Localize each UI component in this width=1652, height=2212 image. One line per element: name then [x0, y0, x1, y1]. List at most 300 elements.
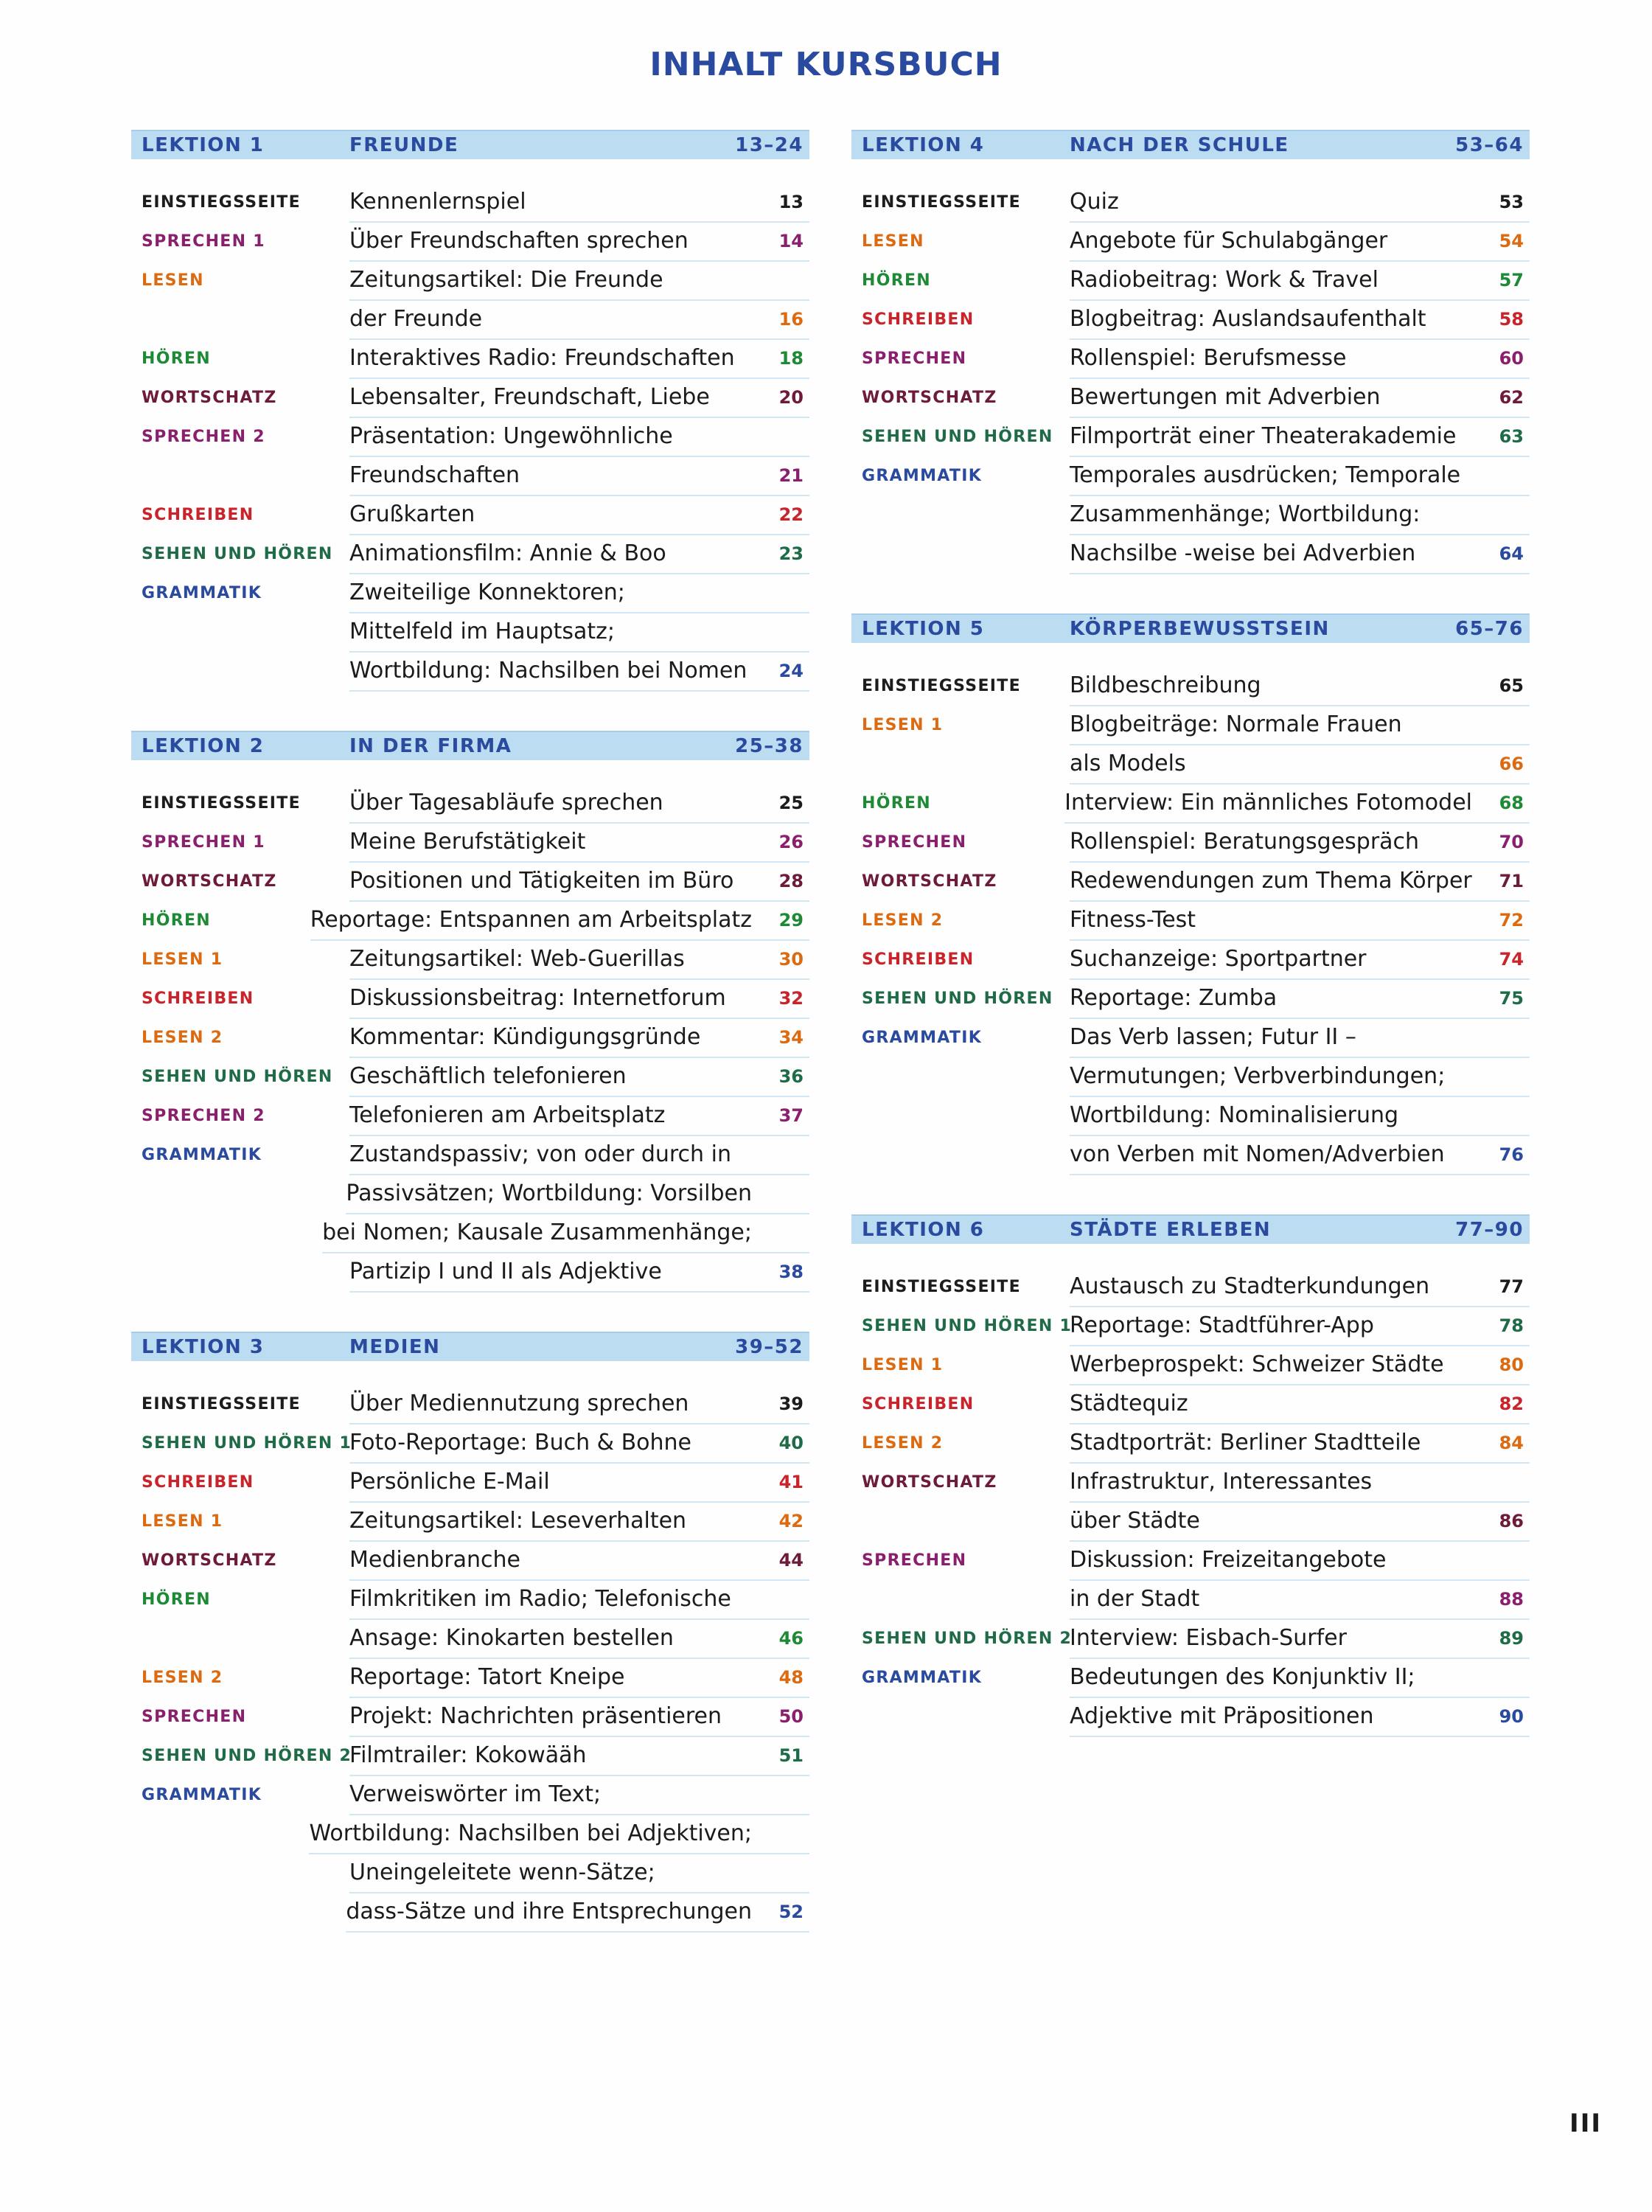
entry-page: 88 [1499, 1588, 1524, 1610]
toc-row [131, 378, 809, 417]
lesson-label: LEKTION 1 [142, 134, 265, 156]
lesson-label: LEKTION 3 [142, 1336, 265, 1358]
toc-row [851, 706, 1530, 745]
entry-page: 48 [778, 1666, 804, 1688]
skill-label: SPRECHEN 1 [142, 232, 265, 251]
entry-line [349, 1384, 809, 1425]
toc-row [131, 1463, 809, 1502]
entry-line [1070, 1501, 1530, 1542]
entry-line [1070, 1018, 1530, 1058]
skill-label: SPRECHEN [862, 349, 967, 368]
toc-row [851, 1096, 1530, 1135]
entry-page: 70 [1499, 831, 1524, 852]
skill-label: GRAMMATIK [142, 1786, 262, 1804]
skill-label: LESEN 2 [142, 1669, 223, 1687]
entry-line [1070, 1540, 1530, 1581]
entry-title: Diskussionsbeitrag: Internetforum [349, 985, 726, 1011]
entry-page: 65 [1499, 675, 1524, 696]
entry-line [1070, 1057, 1530, 1097]
entry-line [349, 1697, 809, 1737]
entry-page: 23 [778, 543, 804, 564]
entry-page: 51 [778, 1745, 804, 1766]
entry-page: 84 [1499, 1432, 1524, 1453]
entry-line [1070, 299, 1530, 340]
entry-page: 40 [778, 1432, 804, 1453]
toc-row [131, 339, 809, 378]
skill-label: SPRECHEN 2 [142, 1107, 265, 1125]
toc-row [131, 222, 809, 261]
entry-title: Rollenspiel: Beratungsgespräch [1070, 829, 1420, 855]
toc-row [851, 784, 1530, 823]
entry-line [349, 299, 809, 340]
entry-title: Über Mediennutzung sprechen [349, 1391, 689, 1416]
entry-title: Wortbildung: Nominalisierung [1070, 1102, 1399, 1128]
toc-row [131, 1096, 809, 1135]
skill-label: EINSTIEGSSEITE [862, 1278, 1021, 1296]
entry-title: Über Tagesabläufe sprechen [349, 790, 663, 815]
entry-page: 36 [778, 1065, 804, 1087]
toc-row [851, 183, 1530, 222]
toc-row [851, 979, 1530, 1018]
entry-title: Austausch zu Stadterkundungen [1070, 1273, 1430, 1299]
toc-row [131, 901, 809, 940]
entry-title: Mittelfeld im Hauptsatz; [349, 619, 615, 644]
toc-row [131, 456, 809, 495]
lesson-pages: 13–24 [735, 134, 804, 156]
entry-title: Zweiteilige Konnektoren; [349, 580, 625, 605]
lesson-section [851, 613, 1530, 1175]
entry-title: Fitness-Test [1070, 907, 1196, 933]
entry-page: 52 [778, 1901, 804, 1922]
lesson-header [851, 1214, 1530, 1244]
toc-row [851, 667, 1530, 706]
entry-line [1070, 182, 1530, 223]
lesson-label: LEKTION 5 [862, 618, 985, 640]
entry-title: Zeitungsartikel: Die Freunde [349, 267, 663, 293]
entry-title: Animationsfilm: Annie & Boo [349, 540, 666, 566]
skill-label: GRAMMATIK [862, 1669, 983, 1687]
entry-line [1070, 939, 1530, 980]
entry-title: Telefonieren am Arbeitsplatz [349, 1102, 666, 1128]
entry-line [1070, 1096, 1530, 1136]
toc-row [131, 1736, 809, 1775]
entry-title: Quiz [1070, 189, 1119, 215]
toc-row [851, 1307, 1530, 1346]
skill-label: GRAMMATIK [142, 584, 262, 602]
entry-page: 78 [1499, 1315, 1524, 1336]
toc-row [131, 979, 809, 1018]
lesson-header [851, 130, 1530, 159]
toc-row [851, 378, 1530, 417]
skill-label: SCHREIBEN [142, 506, 254, 524]
entry-line [349, 651, 809, 692]
entry-title: Kommentar: Kündigungsgründe [349, 1024, 701, 1050]
skill-label: LESEN 1 [862, 1356, 944, 1374]
skill-label: WORTSCHATZ [862, 389, 997, 407]
entry-title: Reportage: Stadtführer-App [1070, 1312, 1374, 1338]
entry-line [349, 1501, 809, 1542]
toc-row [131, 300, 809, 339]
entry-title: Kennenlernspiel [349, 189, 526, 215]
entry-line [349, 939, 809, 980]
toc-row [851, 745, 1530, 784]
entry-page: 86 [1499, 1510, 1524, 1531]
entry-line [1070, 495, 1530, 535]
lesson-section [851, 130, 1530, 574]
entry-line [349, 1096, 809, 1136]
toc-row [851, 1541, 1530, 1580]
toc-row [851, 339, 1530, 378]
entry-title: in der Stadt [1070, 1586, 1200, 1612]
skill-label: SCHREIBEN [142, 1473, 254, 1492]
toc-row [851, 456, 1530, 495]
entry-title: Interview: Ein männliches Fotomodel [1064, 790, 1472, 815]
entry-title: Lebensalter, Freundschaft, Liebe [349, 384, 710, 410]
entry-title: Das Verb lassen; Futur II – [1070, 1024, 1356, 1050]
skill-label: GRAMMATIK [142, 1146, 262, 1164]
entry-title: Bedeutungen des Konjunktiv II; [1070, 1664, 1415, 1690]
toc-row [851, 1463, 1530, 1502]
entry-line [1070, 1423, 1530, 1464]
toc-row [851, 1267, 1530, 1307]
skill-label: LESEN 2 [862, 911, 944, 930]
entry-page: 38 [778, 1261, 804, 1282]
toc-row [131, 1018, 809, 1057]
toc-row [851, 1135, 1530, 1175]
entry-title: über Städte [1070, 1508, 1200, 1534]
skill-label: SPRECHEN 1 [142, 833, 265, 852]
toc-column-right [851, 130, 1530, 1776]
entry-title: Medienbranche [349, 1547, 520, 1573]
entry-title: Zeitungsartikel: Leseverhalten [349, 1508, 687, 1534]
entry-line [349, 1658, 809, 1698]
entry-title: dass-Sätze und ihre Entsprechungen [346, 1899, 752, 1924]
entry-line [1070, 1658, 1530, 1698]
skill-label: EINSTIEGSSEITE [142, 1395, 301, 1413]
entry-line [349, 822, 809, 863]
lesson-title: IN DER FIRMA [349, 735, 512, 757]
page-title: INHALT KURSBUCH [649, 46, 1003, 83]
entry-page: 50 [778, 1705, 804, 1727]
entry-title: Rollenspiel: Berufsmesse [1070, 345, 1347, 371]
toc-row [131, 535, 809, 574]
entry-title: Verweiswörter im Text; [349, 1781, 602, 1807]
skill-label: SCHREIBEN [142, 990, 254, 1008]
entry-line [1070, 221, 1530, 262]
entry-page: 53 [1499, 191, 1524, 212]
lesson-header [131, 731, 809, 760]
entry-title: Meine Berufstätigkeit [349, 829, 586, 855]
entry-title: Filmtrailer: Kokowääh [349, 1742, 587, 1768]
entry-title: Diskussion: Freizeitangebote [1070, 1547, 1387, 1573]
entry-title: Wortbildung: Nachsilben bei Nomen [349, 658, 747, 684]
skill-label: HÖREN [862, 271, 931, 290]
entry-line [1070, 1697, 1530, 1737]
skill-label: EINSTIEGSSEITE [862, 193, 1021, 212]
entry-page: 14 [778, 230, 804, 251]
entry-title: Filmporträt einer Theaterakademie [1070, 423, 1457, 449]
entry-line [349, 612, 809, 653]
entry-line [349, 260, 809, 301]
entry-title: Foto-Reportage: Buch & Bohne [349, 1430, 692, 1455]
entry-line [1070, 705, 1530, 745]
toc-row [851, 1502, 1530, 1541]
lesson-label: LEKTION 2 [142, 735, 265, 757]
entry-line [349, 978, 809, 1019]
entry-title: Angebote für Schulabgänger [1070, 228, 1388, 254]
toc-row [131, 940, 809, 979]
entry-page: 68 [1499, 792, 1524, 813]
entry-page: 63 [1499, 425, 1524, 447]
entry-line [1070, 900, 1530, 941]
entry-title: Blogbeiträge: Normale Frauen [1070, 712, 1402, 737]
toc-row [851, 1619, 1530, 1658]
toc-row [851, 940, 1530, 979]
entry-line [1070, 260, 1530, 301]
skill-label: SPRECHEN [862, 833, 967, 852]
toc-row [131, 1175, 809, 1214]
entry-page: 90 [1499, 1705, 1524, 1727]
entry-line [349, 182, 809, 223]
entry-title: Geschäftlich telefonieren [349, 1063, 627, 1089]
toc-row [131, 823, 809, 862]
toc-row [851, 417, 1530, 456]
entry-title: Bewertungen mit Adverbien [1070, 384, 1381, 410]
skill-label: SEHEN UND HÖREN 1 [142, 1434, 352, 1453]
entry-title: Temporales ausdrücken; Temporale [1070, 462, 1461, 488]
entry-page: 26 [778, 831, 804, 852]
entry-page: 21 [778, 465, 804, 486]
skill-label: SPRECHEN [862, 1551, 967, 1570]
entry-line [349, 338, 809, 379]
skill-label: LESEN 1 [142, 1512, 223, 1531]
skill-label: GRAMMATIK [862, 1029, 983, 1047]
toc-row [131, 784, 809, 823]
entry-title: Stadtporträt: Berliner Stadtteile [1070, 1430, 1421, 1455]
entry-page: 58 [1499, 308, 1524, 330]
entry-line [1070, 1462, 1530, 1503]
skill-label: SPRECHEN [142, 1708, 247, 1726]
entry-line [346, 1892, 809, 1933]
entry-page: 32 [778, 987, 804, 1009]
entry-line [346, 1174, 809, 1214]
entry-title: Suchanzeige: Sportpartner [1070, 946, 1367, 972]
lesson-pages: 25–38 [735, 735, 804, 757]
toc-row [131, 1385, 809, 1424]
lesson-pages: 53–64 [1455, 134, 1524, 156]
skill-label: LESEN 1 [862, 716, 944, 734]
entry-line [349, 456, 809, 496]
skill-label: SPRECHEN 2 [142, 428, 265, 446]
entry-page: 20 [778, 386, 804, 408]
skill-label: WORTSCHATZ [142, 389, 277, 407]
entry-line [309, 1814, 809, 1854]
entry-line [349, 417, 809, 457]
toc-row [851, 261, 1530, 300]
entry-title: Persönliche E-Mail [349, 1469, 550, 1495]
skill-label: GRAMMATIK [862, 467, 983, 485]
toc-row [131, 862, 809, 901]
toc-row [131, 613, 809, 652]
toc-row [851, 1057, 1530, 1096]
toc-row [131, 1815, 809, 1854]
entry-page: 60 [1499, 347, 1524, 369]
entry-page: 39 [778, 1393, 804, 1414]
entry-page: 13 [778, 191, 804, 212]
toc-row [131, 417, 809, 456]
skill-label: LESEN [862, 232, 924, 251]
toc-row [131, 1619, 809, 1658]
skill-label: SEHEN UND HÖREN [862, 428, 1053, 446]
entry-line [349, 861, 809, 902]
toc-row [131, 1424, 809, 1463]
entry-page: 80 [1499, 1354, 1524, 1375]
entry-line [349, 1018, 809, 1058]
entry-page: 62 [1499, 386, 1524, 408]
entry-line [349, 1252, 809, 1293]
entry-line [349, 534, 809, 574]
entry-page: 46 [778, 1627, 804, 1649]
skill-label: SEHEN UND HÖREN [142, 1068, 333, 1086]
entry-line [1064, 783, 1530, 824]
entry-title: Freundschaften [349, 462, 520, 488]
entry-title: Zustandspassiv; von oder durch in [349, 1141, 731, 1167]
toc-row [131, 1541, 809, 1580]
toc-row [131, 495, 809, 535]
toc-row [851, 300, 1530, 339]
entry-title: Über Freundschaften sprechen [349, 228, 689, 254]
entry-title: Redewendungen zum Thema Körper [1070, 868, 1472, 894]
entry-line [1070, 861, 1530, 902]
lesson-pages: 65–76 [1455, 618, 1524, 640]
skill-label: LESEN 2 [142, 1029, 223, 1047]
entry-title: Nachsilbe -weise bei Adverbien [1070, 540, 1416, 566]
lesson-label: LEKTION 6 [862, 1219, 985, 1241]
toc-row [131, 1214, 809, 1253]
toc-row [851, 495, 1530, 535]
entry-line [1070, 1618, 1530, 1659]
toc-row [851, 901, 1530, 940]
entry-page: 29 [778, 909, 804, 931]
lesson-section [131, 130, 809, 691]
entry-page: 22 [778, 504, 804, 525]
entry-title: Filmkritiken im Radio; Telefonische [349, 1586, 731, 1612]
entry-title: Partizip I und II als Adjektive [349, 1259, 662, 1284]
entry-page: 28 [778, 870, 804, 891]
toc-row [851, 823, 1530, 862]
entry-line [1070, 1579, 1530, 1620]
toc-row [851, 1424, 1530, 1463]
entry-title: als Models [1070, 751, 1186, 776]
entry-line [349, 378, 809, 418]
entry-page: 25 [778, 792, 804, 813]
toc-row [851, 1580, 1530, 1619]
entry-page: 72 [1499, 909, 1524, 931]
entry-line [1070, 1345, 1530, 1385]
entry-line [1070, 456, 1530, 496]
entry-line [310, 900, 809, 941]
lesson-section [131, 731, 809, 1292]
toc-row [131, 1253, 809, 1292]
skill-label: SEHEN UND HÖREN 1 [862, 1317, 1073, 1335]
skill-label: SEHEN UND HÖREN 2 [142, 1747, 352, 1765]
lesson-pages: 77–90 [1455, 1219, 1524, 1241]
lesson-section [851, 1214, 1530, 1736]
toc-row [131, 1658, 809, 1697]
toc-row [131, 1697, 809, 1736]
entry-page: 74 [1499, 948, 1524, 970]
skill-label: SCHREIBEN [862, 310, 975, 329]
entry-title: bei Nomen; Kausale Zusammenhänge; [322, 1220, 752, 1245]
lesson-title: FREUNDE [349, 134, 459, 156]
entry-line [349, 1579, 809, 1620]
entry-line [1070, 1306, 1530, 1346]
skill-label: WORTSCHATZ [862, 872, 997, 891]
toc-row [131, 1893, 809, 1932]
entry-page: 76 [1499, 1144, 1524, 1165]
entry-page: 16 [778, 308, 804, 330]
entry-title: Grußkarten [349, 501, 475, 527]
entry-title: Wortbildung: Nachsilben bei Adjektiven; [309, 1820, 752, 1846]
toc-row [131, 1057, 809, 1096]
skill-label: WORTSCHATZ [142, 872, 277, 891]
toc-row [851, 1346, 1530, 1385]
entry-page: 82 [1499, 1393, 1524, 1414]
entry-line [349, 1057, 809, 1097]
entry-line [349, 1736, 809, 1776]
entry-page: 57 [1499, 269, 1524, 291]
entry-title: Reportage: Entspannen am Arbeitsplatz [310, 907, 752, 933]
toc-row [131, 1854, 809, 1893]
lesson-title: NACH DER SCHULE [1070, 134, 1289, 156]
skill-label: SCHREIBEN [862, 1395, 975, 1413]
entry-title: Werbeprospekt: Schweizer Städte [1070, 1352, 1444, 1377]
entry-line [349, 1540, 809, 1581]
lesson-section [131, 1332, 809, 1932]
skill-label: SCHREIBEN [862, 950, 975, 969]
skill-label: SEHEN UND HÖREN [142, 545, 333, 563]
entry-title: Reportage: Zumba [1070, 985, 1278, 1011]
toc-row [131, 1775, 809, 1815]
skill-label: LESEN 1 [142, 950, 223, 969]
toc-row [851, 222, 1530, 261]
skill-label: SEHEN UND HÖREN [862, 990, 1053, 1008]
skill-label: EINSTIEGSSEITE [142, 193, 301, 212]
entry-title: Projekt: Nachrichten präsentieren [349, 1703, 722, 1729]
skill-label: HÖREN [862, 794, 931, 813]
entry-line [1070, 666, 1530, 706]
toc-row [131, 652, 809, 691]
entry-line [349, 1462, 809, 1503]
toc-row [131, 1502, 809, 1541]
entry-line [349, 1775, 809, 1815]
toc-row [131, 1580, 809, 1619]
entry-title: Bildbeschreibung [1070, 672, 1261, 698]
entry-title: von Verben mit Nomen/Adverbien [1070, 1141, 1445, 1167]
entry-page: 44 [778, 1549, 804, 1571]
entry-title: Interview: Eisbach-Surfer [1070, 1625, 1347, 1651]
entry-line [322, 1213, 809, 1253]
entry-page: 75 [1499, 987, 1524, 1009]
entry-line [349, 573, 809, 613]
entry-line [349, 1423, 809, 1464]
entry-title: Interaktives Radio: Freundschaften [349, 345, 735, 371]
entry-page: 89 [1499, 1627, 1524, 1649]
entry-title: Zusammenhänge; Wortbildung: [1070, 501, 1421, 527]
entry-line [349, 221, 809, 262]
toc-row [851, 535, 1530, 574]
lesson-header [851, 613, 1530, 643]
